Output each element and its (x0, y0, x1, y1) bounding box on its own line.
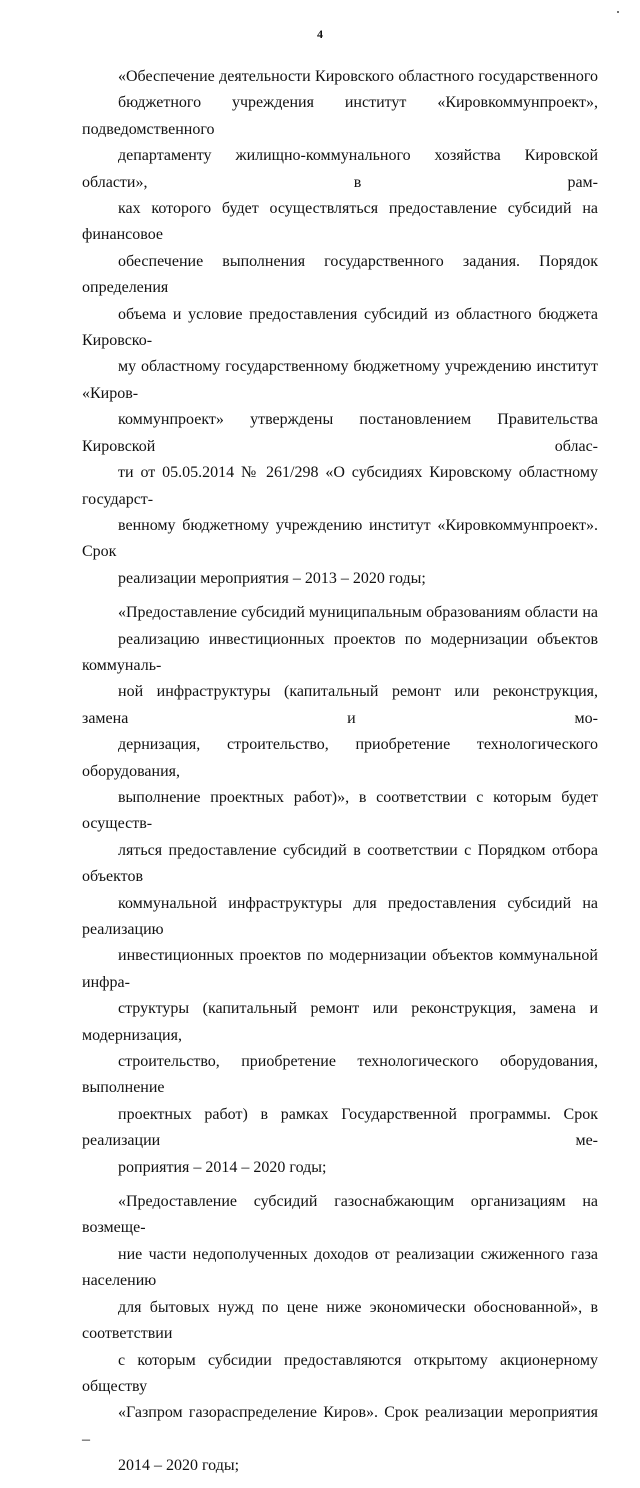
text-line: выполнение проектных работ)», в соответствии с которым будет осуществ- (82, 788, 598, 833)
text-line: дернизация, строительство, приобретение технологического оборудования, (82, 736, 598, 780)
paragraph-municipal-subsidies (82, 600, 598, 1181)
text-line: коммунальной инфраструктуры для предоставления субсидий на реализацию (82, 894, 598, 938)
text-line: му областному государственному бюджетному учреждению институт «Киров- (82, 358, 598, 402)
text-line: с которым субсидии предоставляются открытому акционерному обществу (82, 1351, 598, 1395)
text-line: «Газпром газораспределение Киров». Срок реализации мероприятия – (82, 1404, 598, 1448)
text-line: инвестиционных проектов по модернизации объектов коммунальной инфра- (82, 947, 598, 991)
text-line: роприятия – 2014 – 2020 годы; (118, 1158, 327, 1176)
text-line: реализации мероприятия – 2013 – 2020 годы; (118, 569, 426, 587)
text-line: ной инфраструктуры (капитальный ремонт или реконструкция, замена и мо- (82, 683, 598, 727)
text-line: обеспечение выполнения государственного задания. Порядок определения (82, 252, 598, 297)
page-number: 4 (317, 27, 323, 41)
text-line: 2014 – 2020 годы; (118, 1457, 240, 1475)
text-line: ляться предоставление субсидий в соответствии с Порядком отбора объектов (82, 841, 598, 886)
document-body (82, 64, 598, 1488)
text-line: ние части недополученных доходов от реализации сжиженного газа населению (82, 1245, 598, 1290)
text-line: венному бюджетному учреждению институт «Кировкоммунпроект». Срок (82, 516, 598, 561)
text-line: бюджетного учреждения институт «Кировкоммунпроект», подведомственного (82, 94, 598, 138)
paragraph-kirovkommunproekt (82, 64, 598, 592)
text-line: структуры (капитальный ремонт или реконструкция, замена и модернизация, (82, 1000, 598, 1044)
text-line: объема и условие предоставления субсидий из областного бюджета Кировско- (82, 305, 598, 350)
text-line: коммунпроект» утверждены постановлением Правительства Кировской облас- (82, 411, 598, 455)
text-line: «Предоставление субсидий газоснабжающим организациям на возмеще- (82, 1193, 598, 1237)
text-line: «Обеспечение деятельности Кировского областного государственного (118, 68, 598, 85)
text-line: ти от 05.05.2014 № 261/298 «О субсидиях Кировскому областному государст- (82, 464, 598, 508)
scan-speck (617, 11, 619, 13)
text-line: «Предоставление субсидий муниципальным образованиям области на (118, 604, 598, 622)
text-line: ках которого будет осуществляться предоставление субсидий на финансовое (82, 200, 598, 244)
text-line: для бытовых нужд по цене ниже экономически обоснованной», в соответствии (82, 1298, 598, 1343)
text-line: реализацию инвестиционных проектов по модернизации объектов коммуналь- (82, 630, 598, 674)
paragraph-gas-subsidies (82, 1189, 598, 1479)
text-line: департаменту жилищно-коммунального хозяйства Кировской области», в рам- (82, 147, 598, 191)
text-line: строительство, приобретение технологического оборудования, выполнение (82, 1053, 598, 1097)
text-line: проектных работ) в рамках Государственной программы. Срок реализации ме- (82, 1105, 598, 1150)
